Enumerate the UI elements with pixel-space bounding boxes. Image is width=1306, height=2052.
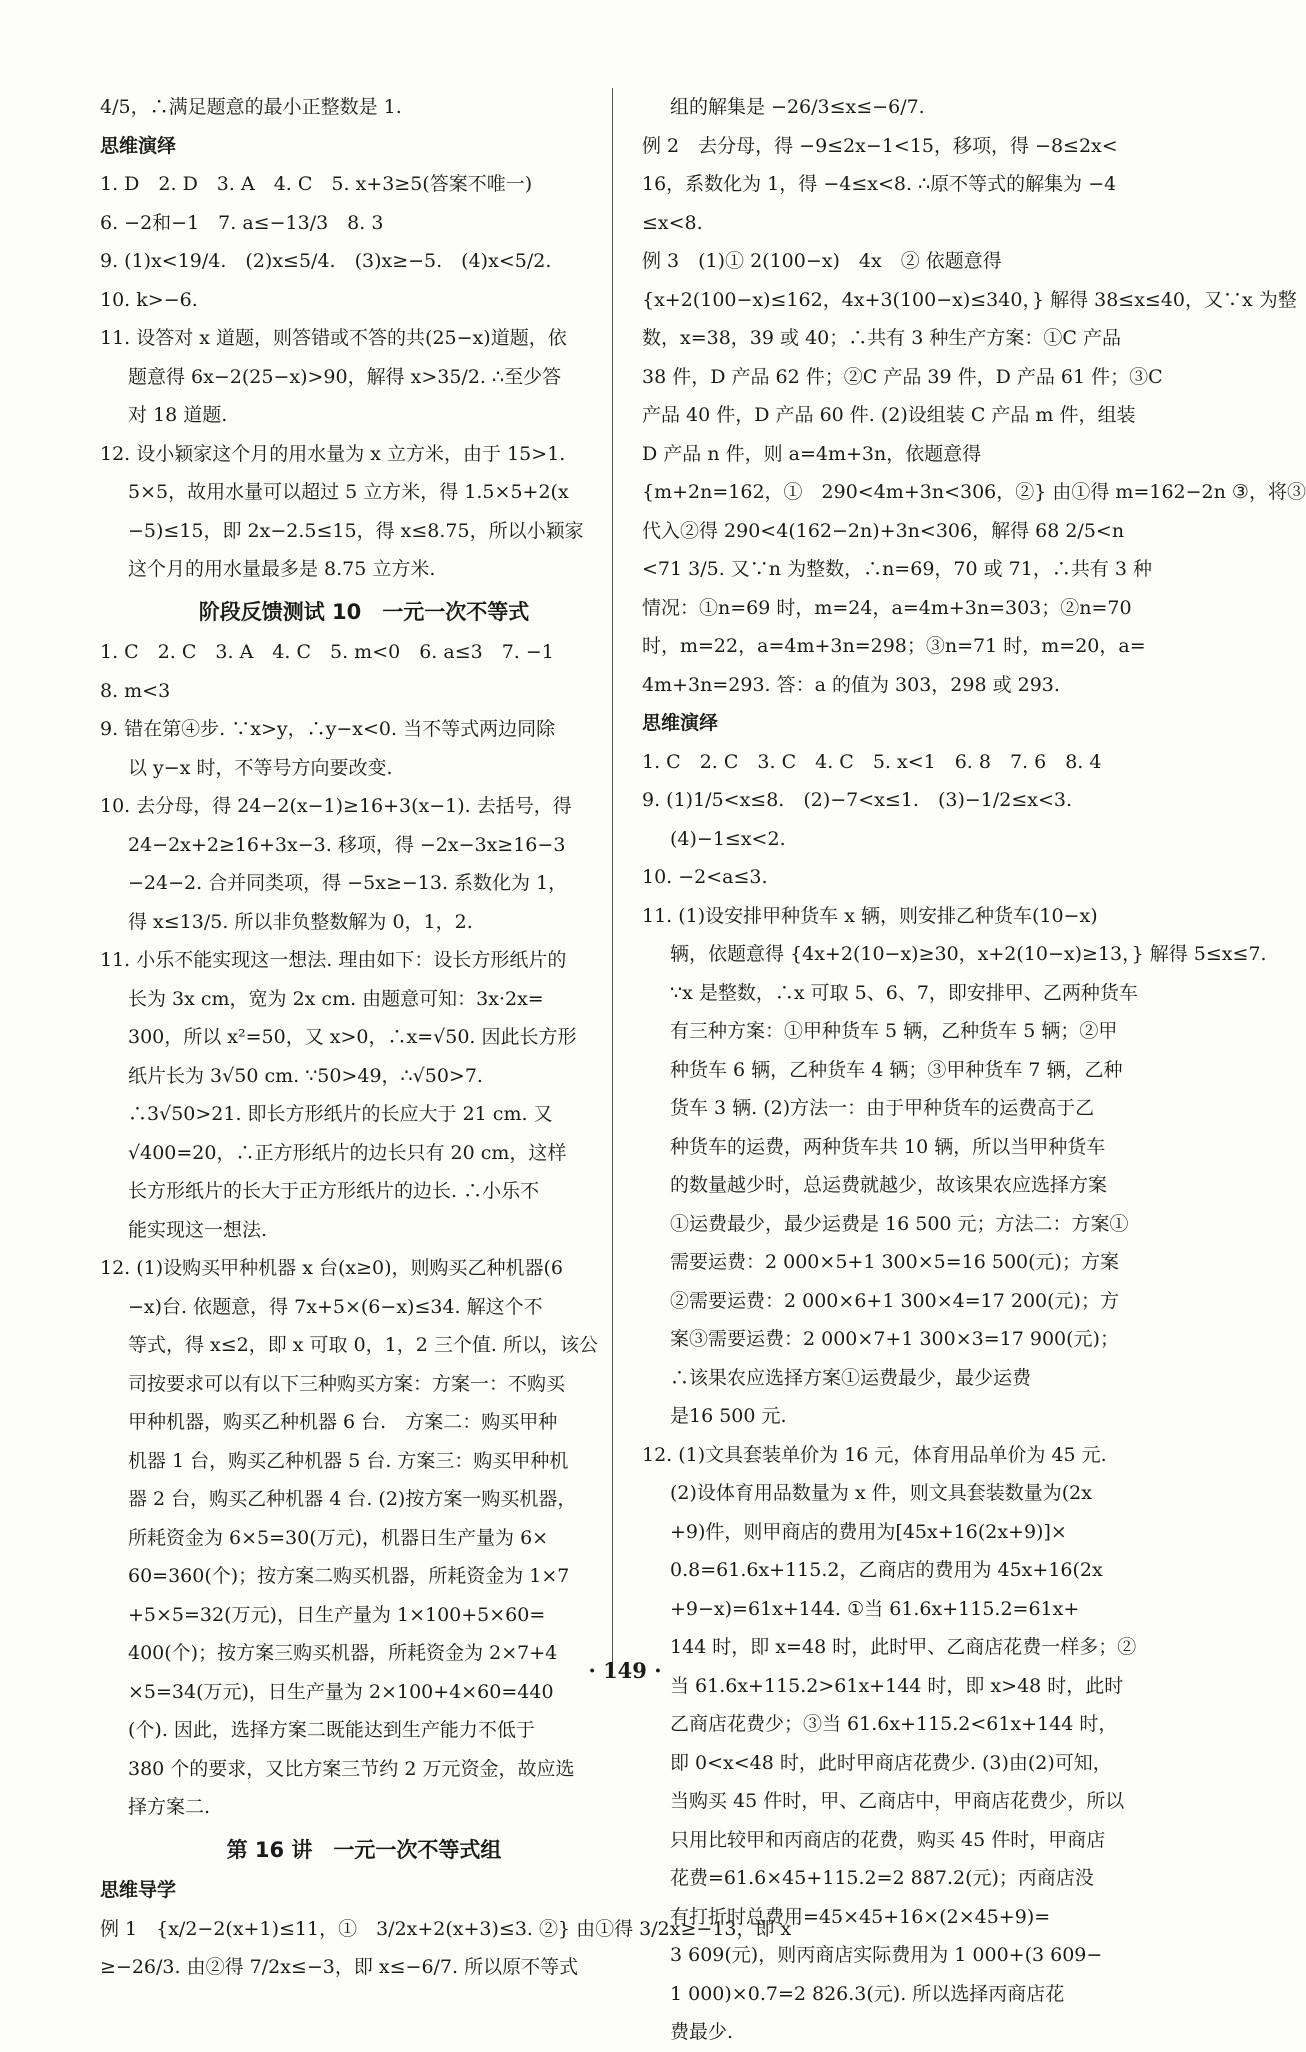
text-line: 司按要求可以有以下三种购买方案：方案一：不购买	[128, 1372, 566, 1395]
text-line: 1. C 2. C 3. C 4. C 5. x<1 6. 8 7. 6 8. 4	[642, 750, 1102, 773]
text-line: 的数量越少时，总运费就越少，故该果农应选择方案	[670, 1174, 1108, 1196]
text-line: 11. 设答对 x 道题，则答错或不答的共(25−x)道题，依	[100, 327, 567, 349]
text-line: 38 件，D 产品 62 件；②C 产品 39 件，D 产品 61 件；③C	[642, 365, 1163, 388]
text-line: 种货车 6 辆，乙种货车 4 辆；③甲种货车 7 辆，乙种	[670, 1058, 1123, 1081]
text-line: ×5=34(万元)，日生产量为 2×100+4×60=440	[128, 1680, 554, 1703]
text-line: 得 x≤13/5. 所以非负整数解为 0，1，2.	[128, 910, 473, 933]
section-heading: 思维演绎	[100, 134, 177, 157]
text-line: 案③需要运费：2 000×7+1 300×3=17 900(元)；	[670, 1328, 1119, 1350]
text-line: {m+2n=162，① 290<4m+3n<306，②} 由①得 m=162−2n ③，将③	[642, 481, 1306, 503]
text-line: 1 000)×0.7=2 826.3(元). 所以选择丙商店花	[670, 1982, 1065, 2005]
right-column	[642, 88, 1306, 2052]
page-number: · 149 ·	[588, 1658, 662, 1683]
text-line: 8. m<3	[100, 679, 171, 702]
column-divider	[612, 88, 613, 1673]
text-line: 辆，依题意得 {4x+2(10−x)≥30，x+2(10−x)≥13，} 解得 5≤x≤7.	[670, 943, 1267, 965]
text-line: (个). 因此，选择方案二既能达到生产能力不低于	[128, 1719, 535, 1741]
section-heading: 思维演绎	[642, 712, 719, 734]
text-line: 种货车的运费，两种货车共 10 辆，所以当甲种货车	[670, 1135, 1106, 1158]
text-line: 等式，得 x≤2，即 x 可取 0，1，2 三个值. 所以，该公	[128, 1334, 598, 1356]
text-line: 4/5，∴满足题意的最小正整数是 1.	[100, 96, 402, 118]
text-line: 长为 3x cm，宽为 2x cm. 由题意可知：3x·2x=	[128, 987, 544, 1010]
text-line: ∴3√50>21. 即长方形纸片的长应大于 21 cm. 又	[128, 1103, 553, 1125]
text-line: 题意得 6x−2(25−x)>90，解得 x>35/2. ∴至少答	[128, 365, 562, 388]
text-line: 144 时，即 x=48 时，此时甲、乙商店花费一样多；②	[670, 1636, 1137, 1658]
text-line: 10. −2<a≤3.	[642, 866, 768, 888]
text-line: 1. C 2. C 3. A 4. C 5. m<0 6. a≤3 7. −1	[100, 641, 554, 663]
chapter-title: 阶段反馈测试 10 一元一次不等式	[198, 599, 530, 624]
text-line: 9. (1)x<19/4. (2)x≤5/4. (3)x≥−5. (4)x<5/2.	[100, 250, 552, 272]
text-line: −24−2. 合并同类项，得 −5x≥−13. 系数化为 1，	[128, 872, 568, 894]
text-line: <71 3/5. 又∵n 为整数，∴n=69，70 或 71，∴共有 3 种	[642, 558, 1153, 580]
text-line: 9. 错在第④步. ∵x>y，∴y−x<0. 当不等式两边同除	[100, 718, 556, 740]
text-line: 24−2x+2≥16+3x−3. 移项，得 −2x−3x≥16−3	[128, 833, 566, 856]
text-line: 例 3 (1)① 2(100−x) 4x ② 依题意得	[642, 250, 1002, 272]
text-line: 3 609(元)，则丙商店实际费用为 1 000+(3 609−	[670, 1944, 1103, 1966]
text-line: 乙商店花费少；③当 61.6x+115.2<61x+144 时，	[670, 1713, 1118, 1735]
text-line: 当购买 45 件时，甲、乙商店中，甲商店花费少，所以	[670, 1790, 1125, 1812]
text-line: 需要运费：2 000×5+1 300×5=16 500(元)；方案	[670, 1251, 1119, 1273]
text-line: 10. k>−6.	[100, 288, 198, 311]
text-line: ∵x 是整数，∴x 可取 5、6、7，即安排甲、乙两种货车	[670, 981, 1138, 1004]
text-line: ≥−26/3. 由②得 7/2x≤−3，即 x≤−6/7. 所以原不等式	[100, 1956, 579, 1978]
text-line: 这个月的用水量最多是 8.75 立方米.	[128, 558, 436, 580]
text-line: 纸片长为 3√50 cm. ∵50>49，∴√50>7.	[128, 1064, 483, 1087]
text-line: ∴该果农应选择方案①运费最少，最少运费	[670, 1366, 1032, 1389]
text-line: 例 2 去分母，得 −9≤2x−1<15，移项，得 −8≤2x<	[642, 134, 1118, 157]
text-line: 货车 3 辆. (2)方法一：由于甲种货车的运费高于乙	[670, 1097, 1095, 1119]
text-line: 是16 500 元.	[670, 1405, 787, 1427]
text-line: 长方形纸片的长大于正方形纸片的边长. ∴小乐不	[128, 1180, 540, 1202]
text-line: 9. (1)1/5<x≤8. (2)−7<x≤1. (3)−1/2≤x<3.	[642, 789, 1073, 811]
text-line: 时，m=22，a=4m+3n=298；③n=71 时，m=20，a=	[642, 635, 1146, 657]
text-line: 产品 40 件，D 产品 60 件. (2)设组装 C 产品 m 件，组装	[642, 404, 1136, 426]
text-line: 5×5，故用水量可以超过 5 立方米，得 1.5×5+2(x	[128, 481, 569, 503]
text-line: 即 0<x<48 时，此时甲商店花费少. (3)由(2)可知，	[670, 1751, 1112, 1774]
text-line: √400=20，∴正方形纸片的边长只有 20 cm，这样	[128, 1141, 567, 1164]
section-heading: 思维导学	[100, 1879, 177, 1901]
text-line: D 产品 n 件，则 a=4m+3n，依题意得	[642, 442, 982, 465]
text-line: 择方案二.	[128, 1796, 211, 1818]
text-line: ≤x<8.	[642, 211, 703, 234]
text-line: +5×5=32(万元)，日生产量为 1×100+5×60=	[128, 1603, 546, 1626]
text-line: 当 61.6x+115.2>61x+144 时，即 x>48 时，此时	[670, 1674, 1124, 1697]
text-line: ②需要运费：2 000×6+1 300×4=17 200(元)；方	[670, 1289, 1119, 1312]
text-line: (2)设体育用品数量为 x 件，则文具套装数量为(2x	[670, 1482, 1092, 1504]
text-line: 6. −2和−1 7. a≤−13/3 8. 3	[100, 211, 384, 234]
text-line: (4)−1≤x<2.	[670, 827, 786, 850]
text-line: 组的解集是 −26/3≤x≤−6/7.	[670, 96, 925, 118]
text-line: 4m+3n=293. 答：a 的值为 303，298 或 293.	[642, 673, 1060, 696]
text-line: +9−x)=61x+144. ①当 61.6x+115.2=61x+	[670, 1597, 1080, 1620]
text-line: 400(个)；按方案三购买机器，所耗资金为 2×7+4	[128, 1642, 558, 1664]
text-line: −5)≤15，即 2x−2.5≤15，得 x≤8.75，所以小颖家	[128, 519, 584, 542]
text-line: 0.8=61.6x+115.2，乙商店的费用为 45x+16(2x	[670, 1559, 1103, 1581]
text-line: 代入②得 290<4(162−2n)+3n<306，解得 68 2/5<n	[642, 519, 1125, 542]
text-line: 有打折时总费用=45×45+16×(2×45+9)=	[670, 1905, 1051, 1928]
text-line: 以 y−x 时，不等号方向要改变.	[128, 756, 393, 779]
chapter-title: 第 16 讲 一元一次不等式组	[226, 1837, 502, 1862]
text-line: 器 2 台，购买乙种机器 4 台. (2)按方案一购买机器，	[128, 1488, 577, 1510]
text-line: 11. (1)设安排甲种货车 x 辆，则安排乙种货车(10−x)	[642, 904, 1098, 927]
text-line: 数，x=38，39 或 40；∴共有 3 种生产方案：①C 产品	[642, 327, 1121, 349]
text-line: ①运费最少，最少运费是 16 500 元；方法二：方案①	[670, 1212, 1129, 1235]
text-line: 12. (1)文具套装单价为 16 元，体育用品单价为 45 元.	[642, 1443, 1107, 1466]
text-line: 只用比较甲和丙商店的花费，购买 45 件时，甲商店	[670, 1828, 1106, 1851]
text-line: 费最少.	[670, 2021, 734, 2043]
text-line: 11. 小乐不能实现这一想法. 理由如下：设长方形纸片的	[100, 949, 567, 971]
text-line: 60=360(个)；按方案二购买机器，所耗资金为 1×7	[128, 1565, 570, 1587]
text-line: {x+2(100−x)≤162，4x+3(100−x)≤340，} 解得 38≤x≤40，又∵x 为整	[642, 288, 1297, 311]
text-line: 有三种方案：①甲种货车 5 辆，乙种货车 5 辆；②甲	[670, 1020, 1118, 1042]
text-line: 380 个的要求，又比方案三节约 2 万元资金，故应选	[128, 1757, 575, 1780]
text-line: 情况：①n=69 时，m=24，a=4m+3n=303；②n=70	[642, 596, 1132, 619]
text-line: 12. (1)设购买甲种机器 x 台(x≥0)，则购买乙种机器(6	[100, 1257, 564, 1279]
text-line: 能实现这一想法.	[128, 1218, 268, 1241]
text-line: 12. 设小颖家这个月的用水量为 x 立方米，由于 15>1.	[100, 442, 566, 465]
text-line: −x)台. 依题意，得 7x+5×(6−x)≤34. 解这个不	[128, 1295, 543, 1318]
text-line: 机器 1 台，购买乙种机器 5 台. 方案三：购买甲种机	[128, 1449, 569, 1472]
text-line: 所耗资金为 6×5=30(万元)，机器日生产量为 6×	[128, 1526, 549, 1549]
text-line: 300，所以 x²=50，又 x>0，∴x=√50. 因此长方形	[128, 1026, 577, 1048]
text-line: 花费=61.6×45+115.2=2 887.2(元)；丙商店没	[670, 1867, 1094, 1889]
text-line: 16，系数化为 1，得 −4≤x<8. ∴原不等式的解集为 −4	[642, 173, 1117, 195]
text-line: 对 18 道题.	[128, 404, 228, 426]
text-line: 甲种机器，购买乙种机器 6 台. 方案二：购买甲种	[128, 1411, 558, 1433]
text-line: 10. 去分母，得 24−2(x−1)≥16+3(x−1). 去括号，得	[100, 795, 572, 817]
text-line: 1. D 2. D 3. A 4. C 5. x+3≥5(答案不唯一)	[100, 173, 533, 195]
text-line: 例 1 {x/2−2(x+1)≤11，① 3/2x+2(x+3)≤3. ②} 由①得 3/2x≥−13，即 x	[100, 1917, 792, 1940]
text-line: +9)件，则甲商店的费用为[45x+16(2x+9)]×	[670, 1520, 1067, 1543]
